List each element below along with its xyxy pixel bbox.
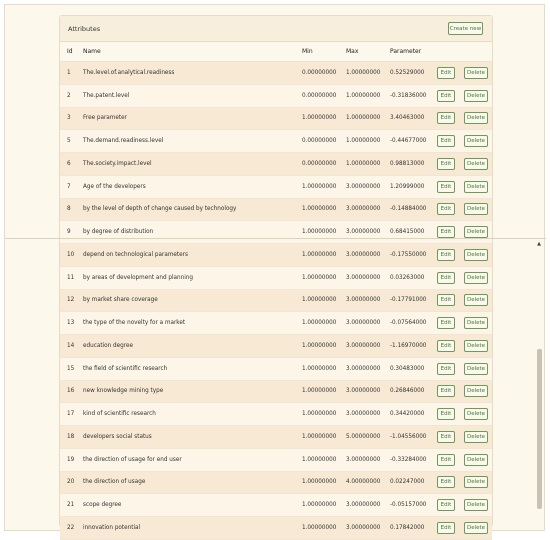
row-id: 2 (67, 92, 71, 99)
delete-cell (464, 226, 492, 238)
row-name: education degree (83, 342, 133, 349)
edit-button[interactable]: Edit (437, 112, 455, 124)
row-max: 3.00000000 (346, 251, 381, 258)
row-name: depend on technological parameters (83, 251, 188, 258)
row-min: 1.00000000 (302, 524, 337, 531)
row-id: 21 (67, 502, 75, 509)
delete-cell (464, 385, 492, 397)
scroll-divider (5, 238, 546, 239)
delete-cell (464, 158, 492, 170)
row-name: Age of the developers (83, 183, 146, 190)
row-id: 14 (67, 342, 75, 349)
edit-button[interactable]: Edit (437, 499, 455, 511)
delete-button[interactable]: Delete (464, 476, 488, 488)
row-min: 1.00000000 (302, 183, 337, 190)
row-id: 7 (67, 183, 71, 190)
edit-button[interactable]: Edit (437, 385, 455, 397)
edit-cell (437, 272, 464, 284)
row-parameter: 0.98813000 (390, 160, 425, 167)
edit-button[interactable]: Edit (437, 454, 455, 466)
row-max: 1.00000000 (346, 138, 381, 145)
edit-cell (437, 90, 464, 102)
edit-cell (437, 385, 464, 397)
row-name: the direction of usage (83, 479, 146, 486)
delete-cell (464, 272, 492, 284)
delete-button[interactable]: Delete (464, 112, 488, 124)
row-max: 3.00000000 (346, 183, 381, 190)
row-min: 1.00000000 (302, 251, 337, 258)
delete-button[interactable]: Delete (464, 272, 488, 284)
row-name: new knowledge mining type (83, 388, 164, 395)
delete-button[interactable]: Delete (464, 408, 488, 420)
delete-button[interactable]: Delete (464, 294, 488, 306)
edit-button[interactable]: Edit (437, 272, 455, 284)
row-max: 3.00000000 (346, 456, 381, 463)
row-parameter: 0.03263000 (390, 274, 425, 281)
delete-button[interactable]: Delete (464, 317, 488, 329)
row-parameter: -0.05157000 (390, 502, 427, 509)
chevron-up-icon[interactable]: ▲ (537, 241, 541, 247)
table-header (60, 42, 492, 62)
delete-cell (464, 408, 492, 420)
row-min: 1.00000000 (302, 456, 337, 463)
table-row (60, 381, 492, 404)
row-min: 1.00000000 (302, 320, 337, 327)
row-parameter: -0.33284000 (390, 456, 427, 463)
table-body (60, 62, 492, 540)
edit-button[interactable]: Edit (437, 522, 455, 534)
row-id: 1 (67, 69, 71, 76)
row-parameter: 0.02247000 (390, 479, 425, 486)
edit-cell (437, 249, 464, 261)
row-max: 3.00000000 (346, 206, 381, 213)
row-max: 1.00000000 (346, 69, 381, 76)
delete-cell (464, 249, 492, 261)
table-row (60, 108, 492, 131)
row-min: 1.00000000 (302, 274, 337, 281)
row-min: 1.00000000 (302, 388, 337, 395)
edit-cell (437, 181, 464, 193)
row-max: 3.00000000 (346, 320, 381, 327)
edit-button[interactable]: Edit (437, 476, 455, 488)
header-id: Id (67, 48, 73, 55)
row-name: by areas of development and planning (83, 274, 194, 281)
row-max: 1.00000000 (346, 92, 381, 99)
edit-button[interactable]: Edit (437, 90, 455, 102)
delete-button[interactable]: Delete (464, 340, 488, 352)
edit-button[interactable]: Edit (437, 363, 455, 375)
row-parameter: 0.26846000 (390, 388, 425, 395)
delete-button[interactable]: Delete (464, 181, 488, 193)
edit-button[interactable]: Edit (437, 67, 455, 79)
delete-button[interactable]: Delete (464, 522, 488, 534)
row-name: The.patent.level (83, 92, 130, 99)
row-max: 1.00000000 (346, 115, 381, 122)
attributes-panel (59, 15, 493, 531)
row-min: 1.00000000 (302, 229, 337, 236)
row-min: 1.00000000 (302, 365, 337, 372)
row-parameter: -1.04556000 (390, 433, 427, 440)
row-id: 9 (67, 229, 71, 236)
delete-button[interactable]: Delete (464, 90, 488, 102)
edit-button[interactable]: Edit (437, 294, 455, 306)
row-parameter: 0.34420000 (390, 411, 425, 418)
row-parameter: 3.40463000 (390, 115, 425, 122)
edit-cell (437, 340, 464, 352)
edit-cell (437, 476, 464, 488)
delete-cell (464, 181, 492, 193)
delete-button[interactable]: Delete (464, 385, 488, 397)
edit-cell (437, 135, 464, 147)
row-parameter: -0.17791000 (390, 297, 427, 304)
delete-button[interactable]: Delete (464, 226, 488, 238)
edit-button[interactable]: Edit (437, 249, 455, 261)
row-parameter: 0.68415000 (390, 229, 425, 236)
table-row (60, 449, 492, 472)
row-min: 1.00000000 (302, 411, 337, 418)
row-min: 0.00000000 (302, 160, 337, 167)
table-row (60, 312, 492, 335)
delete-cell (464, 112, 492, 124)
row-name: by degree of distribution (83, 229, 154, 236)
delete-button[interactable]: Delete (464, 203, 488, 215)
table-row (60, 267, 492, 290)
delete-button[interactable]: Delete (464, 499, 488, 511)
row-id: 11 (67, 274, 75, 281)
table-row (60, 472, 492, 495)
table-row (60, 62, 492, 85)
header-name: Name (83, 48, 101, 55)
edit-cell (437, 226, 464, 238)
edit-cell (437, 499, 464, 511)
row-max: 3.00000000 (346, 297, 381, 304)
row-max: 3.00000000 (346, 388, 381, 395)
row-parameter: -0.07564000 (390, 320, 427, 327)
delete-cell (464, 340, 492, 352)
row-min: 1.00000000 (302, 297, 337, 304)
delete-cell (464, 499, 492, 511)
row-id: 6 (67, 160, 71, 167)
edit-cell (437, 203, 464, 215)
row-id: 20 (67, 479, 75, 486)
page-frame (4, 4, 545, 531)
row-name: The.demand.readiness.level (83, 138, 164, 145)
row-min: 1.00000000 (302, 206, 337, 213)
table-row (60, 176, 492, 199)
edit-button[interactable]: Edit (437, 226, 455, 238)
row-max: 3.00000000 (346, 365, 381, 372)
row-parameter: 0.17842000 (390, 524, 425, 531)
delete-cell (464, 522, 492, 534)
delete-button[interactable]: Delete (464, 249, 488, 261)
panel-header (60, 16, 492, 42)
delete-button[interactable]: Delete (464, 431, 488, 443)
table-row (60, 403, 492, 426)
edit-cell (437, 294, 464, 306)
row-min: 0.00000000 (302, 138, 337, 145)
table-row (60, 335, 492, 358)
row-id: 13 (67, 320, 75, 327)
row-id: 15 (67, 365, 75, 372)
delete-button[interactable]: Delete (464, 158, 488, 170)
edit-cell (437, 454, 464, 466)
row-parameter: 1.20999000 (390, 183, 425, 190)
row-max: 5.00000000 (346, 433, 381, 440)
row-parameter: -0.44677000 (390, 138, 427, 145)
row-min: 1.00000000 (302, 433, 337, 440)
table-row (60, 244, 492, 267)
row-id: 12 (67, 297, 75, 304)
delete-button[interactable]: Delete (464, 454, 488, 466)
edit-cell (437, 363, 464, 375)
row-id: 16 (67, 388, 75, 395)
edit-button[interactable]: Edit (437, 135, 455, 147)
panel-title: Attributes (68, 24, 101, 33)
row-id: 22 (67, 524, 75, 531)
row-id: 8 (67, 206, 71, 213)
row-id: 3 (67, 115, 71, 122)
row-parameter: 0.30483000 (390, 365, 425, 372)
edit-cell (437, 112, 464, 124)
row-max: 3.00000000 (346, 502, 381, 509)
row-name: innovation potential (83, 524, 141, 531)
table-row (60, 494, 492, 517)
delete-cell (464, 135, 492, 147)
table-row (60, 199, 492, 222)
scrollbar-thumb[interactable] (537, 349, 542, 509)
delete-button[interactable]: Delete (464, 363, 488, 375)
header-parameter: Parameter (390, 48, 422, 55)
row-max: 3.00000000 (346, 411, 381, 418)
delete-cell (464, 317, 492, 329)
edit-button[interactable]: Edit (437, 317, 455, 329)
row-id: 10 (67, 251, 75, 258)
row-id: 5 (67, 138, 71, 145)
row-min: 1.00000000 (302, 342, 337, 349)
row-max: 3.00000000 (346, 229, 381, 236)
delete-cell (464, 294, 492, 306)
row-min: 1.00000000 (302, 502, 337, 509)
row-name: Free parameter (83, 115, 127, 122)
delete-cell (464, 363, 492, 375)
row-parameter: -1.16970000 (390, 342, 427, 349)
delete-cell (464, 454, 492, 466)
row-name: the field of scientific research (83, 365, 168, 372)
delete-button[interactable]: Delete (464, 135, 488, 147)
row-name: the direction of usage for end user (83, 456, 182, 463)
row-max: 3.00000000 (346, 342, 381, 349)
row-id: 18 (67, 433, 75, 440)
edit-button[interactable]: Edit (437, 181, 455, 193)
edit-cell (437, 67, 464, 79)
table-row (60, 426, 492, 449)
row-parameter: -0.17550000 (390, 251, 427, 258)
row-name: The.level.of.analytical.readiness (83, 69, 175, 76)
table-row (60, 153, 492, 176)
row-name: the type of the novelty for a market (83, 320, 186, 327)
table-row (60, 85, 492, 108)
delete-cell (464, 431, 492, 443)
row-min: 0.00000000 (302, 69, 337, 76)
edit-button[interactable]: Edit (437, 203, 455, 215)
edit-button[interactable]: Edit (437, 408, 455, 420)
edit-button[interactable]: Edit (437, 158, 455, 170)
row-name: scope degree (83, 502, 122, 509)
delete-cell (464, 203, 492, 215)
delete-cell (464, 476, 492, 488)
edit-cell (437, 317, 464, 329)
row-name: by the level of depth of change caused by technology (83, 206, 237, 213)
delete-cell (464, 90, 492, 102)
table-row (60, 517, 492, 540)
row-max: 3.00000000 (346, 274, 381, 281)
row-name: developers social status (83, 433, 152, 440)
scrollbar[interactable] (536, 241, 542, 529)
row-parameter: -0.14884000 (390, 206, 427, 213)
row-name: The.society.impact.level (83, 160, 152, 167)
row-name: by market share coverage (83, 297, 158, 304)
edit-button[interactable]: Edit (437, 340, 455, 352)
row-max: 3.00000000 (346, 524, 381, 531)
row-min: 0.00000000 (302, 92, 337, 99)
edit-cell (437, 408, 464, 420)
row-id: 17 (67, 411, 75, 418)
row-id: 19 (67, 456, 75, 463)
row-parameter: -0.31836000 (390, 92, 427, 99)
row-min: 1.00000000 (302, 479, 337, 486)
table-row (60, 130, 492, 153)
header-min: Min (302, 48, 313, 55)
delete-button[interactable]: Delete (464, 67, 488, 79)
edit-cell (437, 431, 464, 443)
row-max: 1.00000000 (346, 160, 381, 167)
table-row (60, 221, 492, 244)
table-row (60, 290, 492, 313)
row-min: 1.00000000 (302, 115, 337, 122)
edit-cell (437, 158, 464, 170)
row-name: kind of scientific research (83, 411, 156, 418)
table-row (60, 358, 492, 381)
edit-cell (437, 522, 464, 534)
row-parameter: 0.52529000 (390, 69, 425, 76)
delete-cell (464, 67, 492, 79)
edit-button[interactable]: Edit (437, 431, 455, 443)
create-new-button[interactable]: Create new (448, 22, 483, 35)
row-max: 4.00000000 (346, 479, 381, 486)
header-max: Max (346, 48, 359, 55)
